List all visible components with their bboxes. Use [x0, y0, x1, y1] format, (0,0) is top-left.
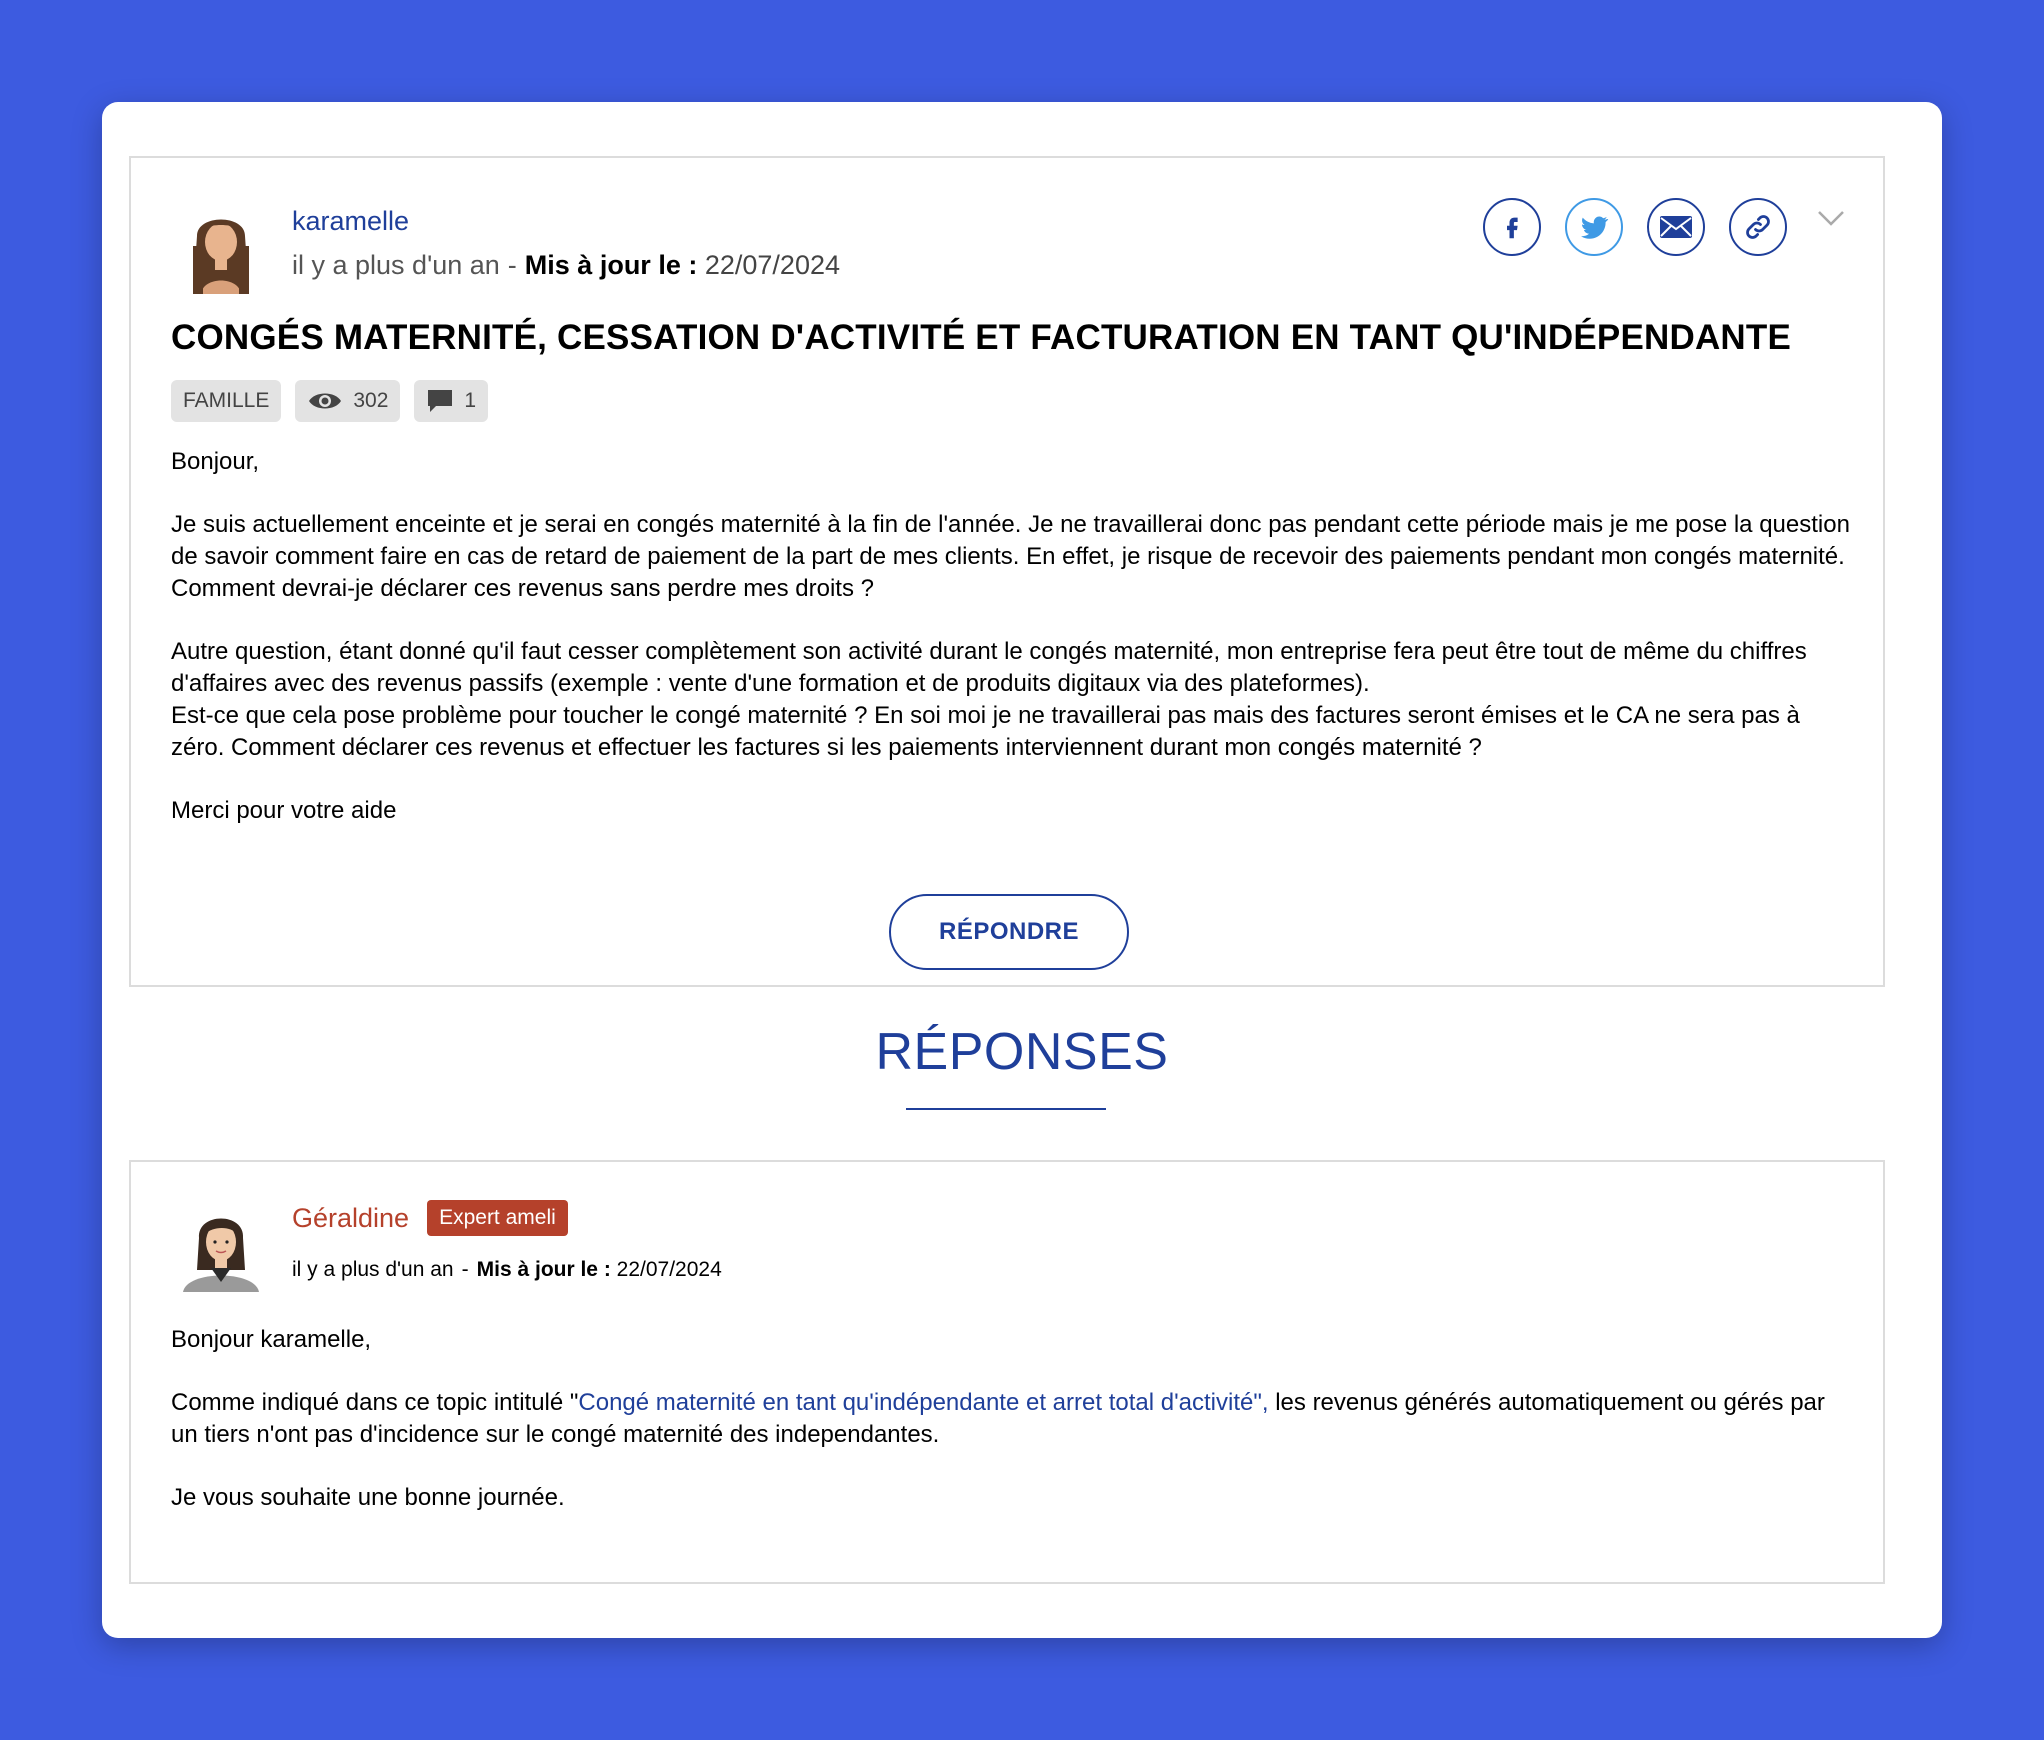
post-paragraph: Merci pour votre aide: [171, 797, 397, 824]
avatar-karamelle: [179, 206, 263, 294]
post-body: [171, 446, 1851, 858]
updated-label: Mis à jour le :: [476, 1258, 611, 1281]
views-counter: [295, 380, 400, 422]
updated-date: 22/07/2024: [704, 250, 840, 280]
reply-author[interactable]: Géraldine: [292, 1202, 410, 1233]
reply-text-before-link: Comme indiqué dans ce topic intitulé ": [171, 1389, 579, 1416]
reply-closing: Je vous souhaite une bonne journée.: [171, 1484, 565, 1511]
reply-body: [171, 1324, 1851, 1545]
question-post: [129, 156, 1885, 987]
chevron-down-icon[interactable]: [1815, 206, 1847, 230]
reply-text-after-link: les revenus générés automatiquement ou gérés par un tiers n'ont pas d'incidence sur le congé maternité des independantes.: [171, 1389, 1825, 1448]
eye-icon: [307, 390, 343, 412]
link-icon: [1743, 212, 1773, 242]
comments-count: 1: [464, 389, 477, 412]
meta-separator: -: [507, 250, 517, 280]
post-tags: [171, 380, 488, 422]
post-paragraph: Est-ce que cela pose problème pour toucher le congé maternité ? En soi moi je ne travaillerai pas mais des factures seront émises et le CA ne sera pas à zéro. Comment déclarer ces revenus et effectuer les factures si les paiements interviennent durant mon congés maternité ?: [171, 702, 1800, 761]
reply-post: [129, 1160, 1885, 1584]
comments-counter: [414, 380, 488, 422]
mail-icon: [1659, 215, 1693, 239]
expert-badge: Expert ameli: [427, 1200, 568, 1236]
reply-paragraph: [171, 1387, 1851, 1451]
facebook-icon: [1497, 212, 1527, 242]
post-paragraph: Autre question, étant donné qu'il faut cesser complètement son activité durant le congés maternité, mon entreprise fera peut être tout de même du chiffres d'affaires avec des revenus passifs (exemple : vente d'une formation et de produits digitaux via des plateformes).: [171, 638, 1807, 697]
post-author[interactable]: karamelle: [292, 206, 410, 236]
meta-separator: -: [461, 1258, 469, 1281]
responses-heading: RÉPONSES: [875, 1023, 1169, 1081]
share-buttons: [1483, 198, 1787, 256]
reply-posted-time: il y a plus d'un an: [292, 1258, 454, 1281]
post-posted-time: il y a plus d'un an: [292, 250, 500, 280]
views-count: 302: [353, 389, 389, 412]
share-facebook-button[interactable]: [1483, 198, 1541, 256]
reply-button[interactable]: RÉPONDRE: [889, 894, 1129, 970]
updated-label: Mis à jour le :: [524, 250, 698, 280]
twitter-icon: [1578, 211, 1610, 243]
post-paragraph: Je suis actuellement enceinte et je serai en congés maternité à la fin de l'année. Je ne travaillerai donc pas pendant cette période mais je me pose la question de savoir comment faire en cas de retard de paiement de la part de mes clients. En effet, je risque de recevoir des paiements pendant mon congés maternité. Comment devrai-je déclarer ces revenus sans perdre mes droits ?: [171, 511, 1850, 602]
share-twitter-button[interactable]: [1565, 198, 1623, 256]
post-title: CONGÉS MATERNITÉ, CESSATION D'ACTIVITÉ ET FACTURATION EN TANT QU'INDÉPENDANTE: [171, 318, 1792, 357]
avatar-geraldine: [179, 1204, 263, 1292]
updated-date: 22/07/2024: [616, 1258, 722, 1281]
share-link-button[interactable]: [1729, 198, 1787, 256]
heading-divider: [906, 1108, 1106, 1110]
comment-icon: [426, 388, 454, 414]
forum-card: [102, 102, 1942, 1638]
reply-author-row: [292, 1200, 568, 1236]
reply-greeting: Bonjour karamelle,: [171, 1326, 372, 1353]
share-mail-button[interactable]: [1647, 198, 1705, 256]
reply-meta: [292, 1258, 722, 1282]
category-tag[interactable]: [171, 380, 281, 422]
category-label: FAMILLE: [183, 389, 270, 412]
post-paragraph: Bonjour,: [171, 448, 260, 475]
post-meta: [292, 250, 840, 281]
topic-link[interactable]: Congé maternité en tant qu'indépendante et arret total d'activité",: [578, 1389, 1269, 1416]
